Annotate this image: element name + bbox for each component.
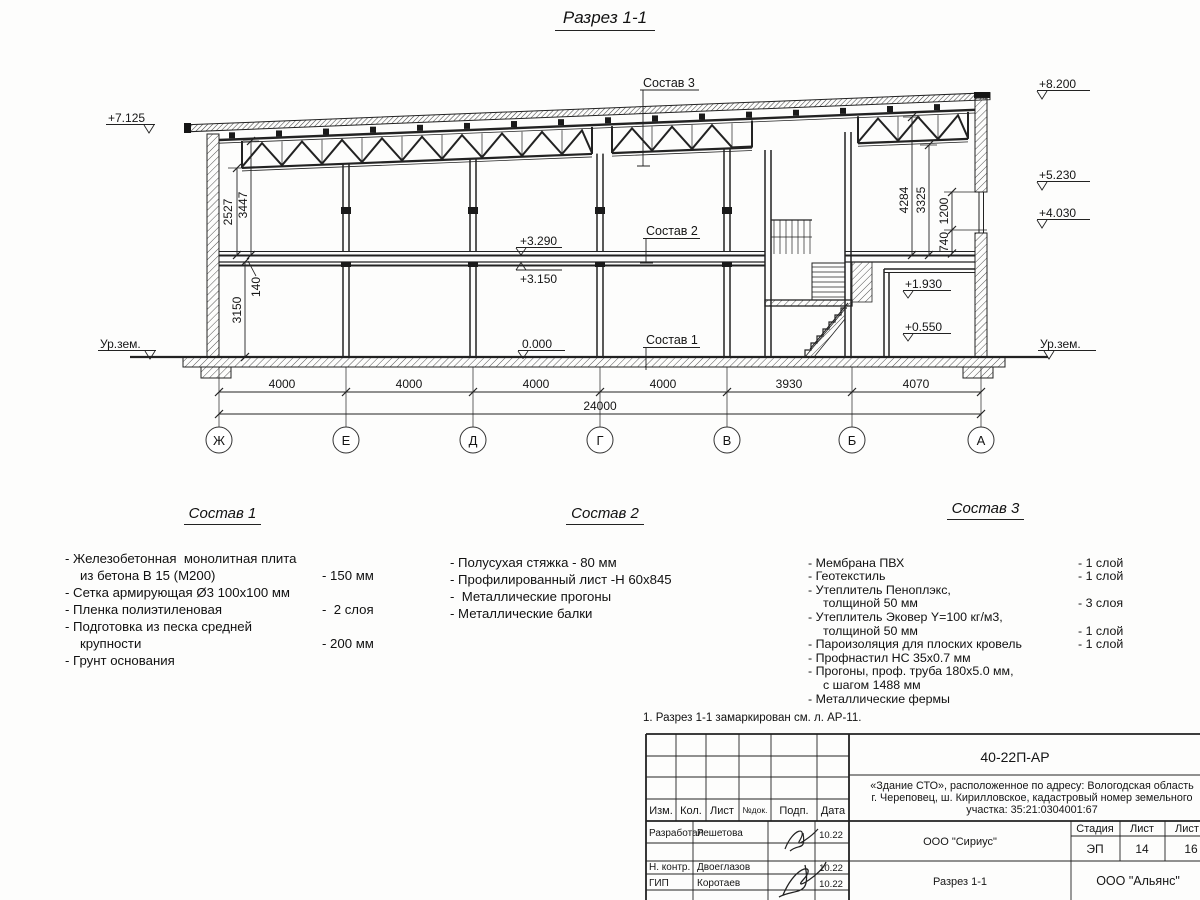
dimension-label: 1200 (937, 197, 951, 225)
list-item: - Подготовка из песка средней (65, 619, 252, 634)
composition-title: Состав 3 (798, 502, 1173, 516)
object-address: «Здание СТО», расположенное по адресу: Вологодская область (870, 780, 1194, 792)
elevation-label: +5.230 (1039, 168, 1077, 182)
sheet-value: 14 (1135, 842, 1149, 856)
axis-label: Е (341, 433, 351, 448)
elevation-label: +7.125 (108, 111, 146, 125)
date-cell: 10.22 (819, 863, 843, 874)
axis-label: Ж (212, 433, 226, 448)
elevation-label: 0.000 (522, 337, 553, 351)
composition-list-2 (440, 505, 770, 622)
list-item: толщиной 50 мм - 3 слоя (823, 596, 1124, 611)
list-item: - Полусухая стяжка - 80 мм (450, 555, 617, 570)
composition-list-3 (798, 502, 1173, 706)
list-item: - Железобетонная монолитная плита (65, 551, 297, 566)
ground-level-label: Ур.зем. (1040, 337, 1081, 351)
col-header: Изм. (649, 805, 673, 817)
doc-number: 40-22П-АР (980, 749, 1050, 765)
drawing-name-cell: Разрез 1-1 (932, 876, 988, 888)
dimension-label: 24000 (583, 399, 617, 413)
dimension-label: 2527 (221, 198, 235, 226)
col-header: №док. (742, 805, 768, 815)
col-header: Лист (710, 805, 734, 817)
elevation-label: +4.030 (1039, 206, 1077, 220)
sheet-note: 1. Разрез 1-1 замаркирован см. л. АР-11. (643, 712, 862, 724)
role-cell: ГИП (649, 878, 669, 889)
sheets-header: Лист (1175, 823, 1199, 835)
list-item: - Утеплитель Пеноплэкс, (808, 582, 951, 597)
list-item: - Мембрана ПВХ - 1 слой (808, 555, 1124, 570)
list-item: - Сетка армирующая Ø3 100х100 мм (65, 585, 290, 600)
list-item: - Утеплитель Эковер Y=100 кг/м3, (808, 609, 1003, 624)
sheets-value: 16 (1184, 842, 1198, 856)
role-cell: Н. контр. (649, 862, 691, 873)
list-item: - Профнастил НС 35х0.7 мм (808, 650, 971, 665)
ground-level-label: Ур.зем. (100, 337, 141, 351)
list-item: - Пленка полиэтиленовая - 2 слоя (65, 602, 374, 617)
elevation-label: +0.550 (905, 320, 943, 334)
dimension-label: 140 (249, 276, 263, 298)
titleblock (646, 734, 1200, 900)
col-header: Дата (820, 805, 846, 817)
list-item: - Грунт основания (65, 653, 175, 668)
list-item: - Прогоны, проф. труба 180х5.0 мм, (808, 664, 1014, 679)
elevation-label: +3.150 (520, 272, 558, 286)
dimension-label: 4070 (902, 377, 930, 391)
name-cell: Двоеглазов (697, 862, 751, 873)
elevation-label: +3.290 (520, 234, 558, 248)
dimension-label: 4000 (268, 377, 296, 391)
elevation-label: +8.200 (1039, 77, 1077, 91)
list-item: из бетона В 15 (М200) - 150 мм (80, 568, 374, 583)
callout-label: Состав 2 (646, 224, 698, 238)
callout-label: Состав 3 (643, 76, 695, 90)
composition-title: Состав 1 (55, 505, 390, 522)
dimension-label: 3930 (775, 377, 803, 391)
stair-landing (765, 300, 852, 306)
org-cell: ООО "Сириус" (923, 836, 997, 848)
list-item: - Металлические прогоны (450, 589, 612, 604)
elevation-label: +1.930 (905, 277, 943, 291)
list-item: - Металлические балки (450, 606, 593, 621)
dimension-label: 4000 (649, 377, 677, 391)
dimension-label: 740 (937, 231, 951, 253)
date-cell: 10.22 (819, 830, 843, 841)
list-item: - Пароизоляция для плоских кровель - 1 слой (808, 637, 1124, 652)
dimension-label: 3447 (236, 191, 250, 219)
name-cell: Коротаев (697, 878, 741, 889)
stage-header: Стадия (1076, 823, 1114, 835)
col-header: Подп. (779, 805, 809, 817)
ground-slab (130, 357, 1048, 378)
callout-label: Состав 1 (646, 333, 698, 347)
date-cell: 10.22 (819, 879, 843, 890)
dimension-label: 3325 (914, 186, 928, 214)
upper-flight (812, 263, 845, 300)
axis-label: Б (847, 433, 857, 448)
roof (184, 92, 990, 143)
list-item: - Металлические фермы (808, 691, 950, 706)
object-address: г. Череповец, ш. Кирилловское, кадастровый номер земельного (871, 792, 1193, 804)
list-item: крупности - 200 мм (80, 636, 374, 651)
axis-label: Г (596, 433, 604, 448)
composition-list-1 (55, 505, 390, 669)
dimension-label: 4000 (395, 377, 423, 391)
list-item: - Геотекстиль - 1 слой (808, 569, 1124, 584)
pier (852, 262, 872, 302)
signature (785, 829, 818, 851)
axis-label: В (722, 433, 732, 448)
name-cell: Решетова (697, 828, 743, 839)
dimension-label: 4000 (522, 377, 550, 391)
list-item: толщиной 50 мм - 1 слой (823, 623, 1124, 638)
dimension-label: 3150 (230, 296, 244, 324)
stage-value: ЭП (1086, 842, 1104, 856)
axis-label: А (976, 433, 986, 448)
col-header: Кол. (680, 805, 702, 817)
object-address: участка: 35:21:0304001:67 (966, 804, 1098, 816)
axis-grid (206, 427, 994, 453)
page-title: Разрез 1-1 (495, 8, 715, 28)
list-item: - Профилированный лист -Н 60х845 (450, 572, 672, 587)
role-cell: Разработал (649, 828, 704, 839)
composition-title: Состав 2 (440, 505, 770, 522)
list-item: с шагом 1488 мм (823, 677, 921, 692)
org2-cell: ООО "Альянс" (1096, 874, 1180, 888)
axis-label: Д (468, 433, 478, 448)
sheet-header: Лист (1130, 823, 1154, 835)
dimension-label: 4284 (897, 186, 911, 214)
